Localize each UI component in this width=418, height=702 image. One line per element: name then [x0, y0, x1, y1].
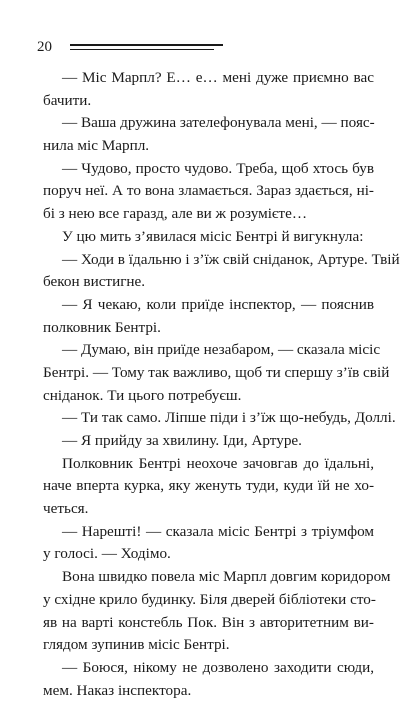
text-line: — Ти так само. Ліпше піди і з’їж що-небудь, Доллі. [62, 409, 396, 427]
text-line: Вона швидко повела міс Марпл довгим коридором [62, 568, 391, 586]
text-line: глядом зупинив місіс Бентрі. [43, 636, 230, 654]
text-line: нила міс Марпл. [43, 137, 150, 155]
text-line: яв на варті констебль Пок. Він з авторитетним ви- [43, 613, 374, 631]
text-line: бі з нею все гаразд, але ви ж розумієте… [43, 205, 308, 223]
text-line: — Я чекаю, коли приїде інспектор, — пояснив [62, 295, 374, 313]
text-line: — Ваша дружина зателефонувала мені, — пояс- [62, 114, 375, 132]
header-rule [70, 44, 223, 46]
text-line: наче вперта курка, яку женуть туди, куди їй не хо- [43, 477, 374, 495]
body-text [43, 67, 400, 702]
page-number: 20 [37, 39, 52, 55]
text-line: Бентрі. — Тому так важливо, щоб ти спершу з’їв свій [43, 363, 390, 381]
page-header [37, 38, 237, 58]
text-line: сніданок. Ти цього потребуєш. [43, 386, 242, 404]
text-line: полковник Бентрі. [43, 318, 161, 336]
text-line: — Ходи в їдальню і з’їж свій сніданок, Артуре. Твій [62, 250, 400, 268]
text-line: — Нарешті! — сказала місіс Бентрі з тріумфом [62, 522, 374, 540]
text-line: У цю мить з’явилася місіс Бентрі й вигукнула: [62, 227, 364, 245]
text-line: — Я прийду за хвилину. Іди, Артуре. [62, 432, 302, 449]
text-line: — Боюся, нікому не дозволено заходити сюди, [62, 658, 374, 676]
text-line: бекон вистигне. [43, 273, 146, 291]
text-line: — Міс Марпл? Е… е… мені дуже приємно вас [62, 69, 374, 86]
text-line: у східне крило будинку. Біля дверей бібліотеки сто- [43, 590, 376, 608]
text-line: — Чудово, просто чудово. Треба, щоб хтось був [62, 159, 374, 177]
text-line: у голосі. — Ходімо. [43, 545, 171, 563]
text-line: поруч неї. А то вона зламається. Зараз здається, ні- [43, 182, 374, 200]
text-line: бачити. [43, 91, 92, 109]
text-line: — Думаю, він приїде незабаром, — сказала місіс [62, 341, 381, 359]
text-line: мем. Наказ інспектора. [43, 681, 192, 699]
text-line: Полковник Бентрі неохоче зачовгав до їдальні, [62, 454, 374, 472]
text-line: четься. [43, 500, 89, 518]
header-rule-thin [70, 49, 214, 50]
